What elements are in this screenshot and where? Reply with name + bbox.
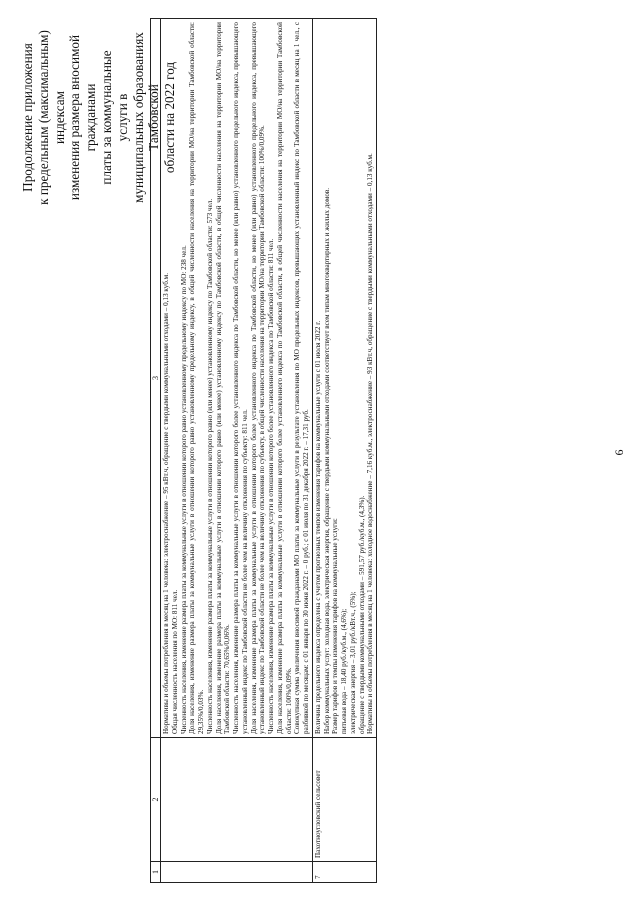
heading-line: к предельным (максимальным) индексам	[35, 30, 67, 205]
heading-line: муниципальных образованиях Тамбовской	[130, 32, 162, 203]
detail-line: Нормативы и объемы потребления в месяц на 1 человека: холодное водоснабжение – 7,16 куб.м., электроснабжение – 93 кВт.ч, обращение с твердыми коммунальными отходами – 0,13 куб.м.	[366, 153, 375, 734]
detail-line: Численность населения, изменение размера платы за коммунальные услуги в отношении которого равно (или менее) установленному индексу по Тамбовской области: 573 чел.	[205, 198, 214, 734]
detail-line: Размер тарифов и темпы изменения тарифов на коммунальные услуги:	[331, 518, 340, 734]
detail-line: Численность населения, изменение размера платы за коммунальные услуги в отношении которого более установленного индекса по Тамбовской области, но менее (или равно) установленного предельного индекса, превышающего установленный индекс по Тамбовской области не более чем на величину отклонения по субъекту: 811 чел.	[232, 22, 249, 734]
row-details	[312, 19, 376, 738]
detail-line: Доля населения, изменение размера платы за коммунальные услуги в отношении которого равно установленному предельному индексу, в общей численности населения на территории МО/на территории Тамбовской области: 29,35%/0,03%.	[188, 22, 205, 734]
municipality-name: Пахотноугловский сельсовет	[312, 738, 376, 862]
column-header: 2	[151, 738, 161, 862]
table-header-row	[151, 19, 161, 883]
detail-line: Общая численность населения по МО: 811 чел.	[170, 589, 179, 734]
detail-line: Набор коммунальных услуг: холодная вода, электрическая энергия, обращение с твердыми коммунальными отходами соответствует всем типам многоквартирных и жилых домов.	[322, 187, 331, 734]
row-details	[161, 19, 313, 738]
detail-line: Величина предельного индекса определена с учетом прогнозных темпов изменения тарифов на коммунальные услуги с 01 июля 2022 г.	[313, 320, 322, 734]
detail-line: Численность населения, изменение размера платы за коммунальные услуги в отношении которого более установленного индекса по Тамбовской области: 811 чел.	[267, 238, 275, 734]
detail-line: Нормативы и объемы потребления в месяц на 1 человека: электроснабжение – 95 кВт.ч, обращение с твердыми коммунальными отходами – 0,13 куб.м.	[162, 273, 170, 734]
heading-line: Продолжение приложения	[20, 43, 35, 192]
column-header: 1	[151, 862, 161, 883]
detail-line: обращение с твердыми коммунальными отходами – 591,57 руб./куб.м., (4,3%).	[357, 495, 366, 734]
detail-line: электрическая энергия – 3,01 руб./кВт.ч., (5%);	[348, 591, 357, 734]
detail-line: Доля населения, изменение размера платы за коммунальные услуги в отношении которого более установленного индекса по Тамбовской области, но менее (или равно) установленного предельного индекса, превышающего установленный индекс по Тамбовской области не более чем на величину отклонения по субъекту, в общей численности населения на территории МО/на территории Тамбовской области: 100%/0,09%.	[249, 22, 267, 734]
heading-line: платы за коммунальные услуги в	[98, 50, 130, 185]
column-header: 3	[151, 19, 161, 738]
row-number	[161, 862, 313, 883]
detail-line: Доля населения, изменение размера платы за коммунальные услуги в отношении которого равно (или менее) установленному индексу по Тамбовской области, в общей численности населения на территории МО/на территории Тамбовской области: 70,65%/0,06%.	[214, 22, 232, 734]
page-number: 6	[612, 449, 626, 456]
heading-line: изменения размера вносимой гражданами	[67, 34, 99, 201]
detail-line: Доля населения, изменение размера платы за коммунальные услуги в отношении которого более установленного индекса по Тамбовской области, в общей численности населения на территории МО/на территории Тамбовской области: 100%/0,09%.	[275, 22, 293, 734]
table-row	[161, 19, 313, 883]
table-row	[312, 19, 376, 883]
detail-line: Численность населения, изменение размера платы за коммунальные услуги в отношении которого равно установленному предельному индексу по МО: 238 чел.	[179, 245, 188, 734]
detail-line: Совокупная сумма увеличения вносимой гражданами МО платы за коммунальные услуги в результате установления по МО предельных индексов, превышающих установленный индекс по Тамбовской области в месяц на 1 чел., с разбивкой по месяцам: с 01 января по 30 июня 2022 г. – 0 руб.; с 01 июля по 31 декабря 2022 г. – 17,31 руб.	[293, 22, 310, 734]
municipality-name	[161, 738, 313, 862]
row-number: 7	[312, 862, 376, 883]
detail-line: питьевая вода – 18,40 руб./куб.м., (4,6%);	[340, 608, 348, 734]
heading-line: области на 2022 год	[162, 61, 178, 174]
indices-table	[150, 18, 377, 883]
